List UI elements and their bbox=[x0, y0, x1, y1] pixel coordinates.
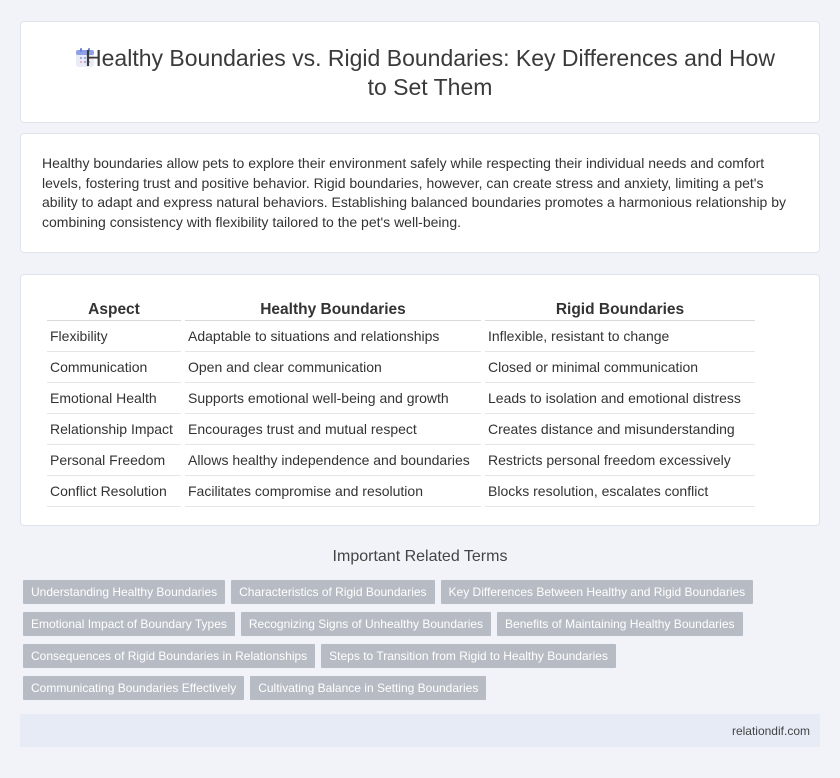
related-term-link[interactable]: Steps to Transition from Rigid to Healthy Boundaries bbox=[321, 644, 616, 668]
cell-aspect: Conflict Resolution bbox=[47, 476, 181, 507]
cell-healthy: Encourages trust and mutual respect bbox=[185, 414, 481, 445]
cell-rigid: Restricts personal freedom excessively bbox=[485, 445, 755, 476]
related-term-link[interactable]: Consequences of Rigid Boundaries in Relationships bbox=[23, 644, 315, 668]
table-row bbox=[47, 352, 755, 383]
related-term-link[interactable]: Understanding Healthy Boundaries bbox=[23, 580, 225, 604]
comparison-table bbox=[43, 295, 759, 507]
cell-healthy: Allows healthy independence and boundaries bbox=[185, 445, 481, 476]
related-terms-list bbox=[23, 580, 813, 708]
page-title: Healthy Boundaries vs. Rigid Boundaries: Key Differences and How to Set Them bbox=[85, 45, 775, 100]
cell-rigid: Creates distance and misunderstanding bbox=[485, 414, 755, 445]
footer-bar bbox=[20, 714, 820, 747]
related-term-link[interactable]: Recognizing Signs of Unhealthy Boundaries bbox=[241, 612, 491, 636]
comparison-card bbox=[20, 274, 820, 526]
cell-healthy: Facilitates compromise and resolution bbox=[185, 476, 481, 507]
header-healthy: Healthy Boundaries bbox=[185, 295, 481, 321]
header-card bbox=[20, 21, 820, 123]
header-aspect: Aspect bbox=[47, 295, 181, 321]
intro-paragraph: Healthy boundaries allow pets to explore their environment safely while respecting their individual needs and comfort levels, fostering trust and positive behavior. Rigid boundaries, however, can create stress and anxiety, limiting a pet's ability to adapt and express natural behaviors. Establishing balanced boundaries promotes a harmonious relationship by combining consistency with flexibility tailored to the pet's well-being. bbox=[42, 155, 787, 230]
cell-aspect: Flexibility bbox=[47, 321, 181, 352]
related-term-link[interactable]: Cultivating Balance in Setting Boundaries bbox=[250, 676, 486, 700]
related-term-link[interactable]: Benefits of Maintaining Healthy Boundaries bbox=[497, 612, 742, 636]
header-rigid: Rigid Boundaries bbox=[485, 295, 755, 321]
cell-aspect: Relationship Impact bbox=[47, 414, 181, 445]
related-term-link[interactable]: Communicating Boundaries Effectively bbox=[23, 676, 244, 700]
table-row bbox=[47, 476, 755, 507]
intro-card bbox=[20, 133, 820, 253]
related-term-link[interactable]: Key Differences Between Healthy and Rigid Boundaries bbox=[441, 580, 754, 604]
table-row bbox=[47, 445, 755, 476]
table-row bbox=[47, 414, 755, 445]
cell-rigid: Closed or minimal communication bbox=[485, 352, 755, 383]
cell-rigid: Inflexible, resistant to change bbox=[485, 321, 755, 352]
site-name: relationdif.com bbox=[731, 724, 810, 738]
cell-rigid: Blocks resolution, escalates conflict bbox=[485, 476, 755, 507]
table-header-row bbox=[47, 295, 755, 321]
related-terms-title: Important Related Terms bbox=[332, 548, 508, 565]
related-term-link[interactable]: Characteristics of Rigid Boundaries bbox=[231, 580, 434, 604]
table-row bbox=[47, 321, 755, 352]
cell-healthy: Supports emotional well-being and growth bbox=[185, 383, 481, 414]
related-term-link[interactable]: Emotional Impact of Boundary Types bbox=[23, 612, 235, 636]
cell-aspect: Personal Freedom bbox=[47, 445, 181, 476]
table-row bbox=[47, 383, 755, 414]
cell-aspect: Communication bbox=[47, 352, 181, 383]
cell-healthy: Open and clear communication bbox=[185, 352, 481, 383]
cell-healthy: Adaptable to situations and relationships bbox=[185, 321, 481, 352]
cell-aspect: Emotional Health bbox=[47, 383, 181, 414]
cell-rigid: Leads to isolation and emotional distress bbox=[485, 383, 755, 414]
